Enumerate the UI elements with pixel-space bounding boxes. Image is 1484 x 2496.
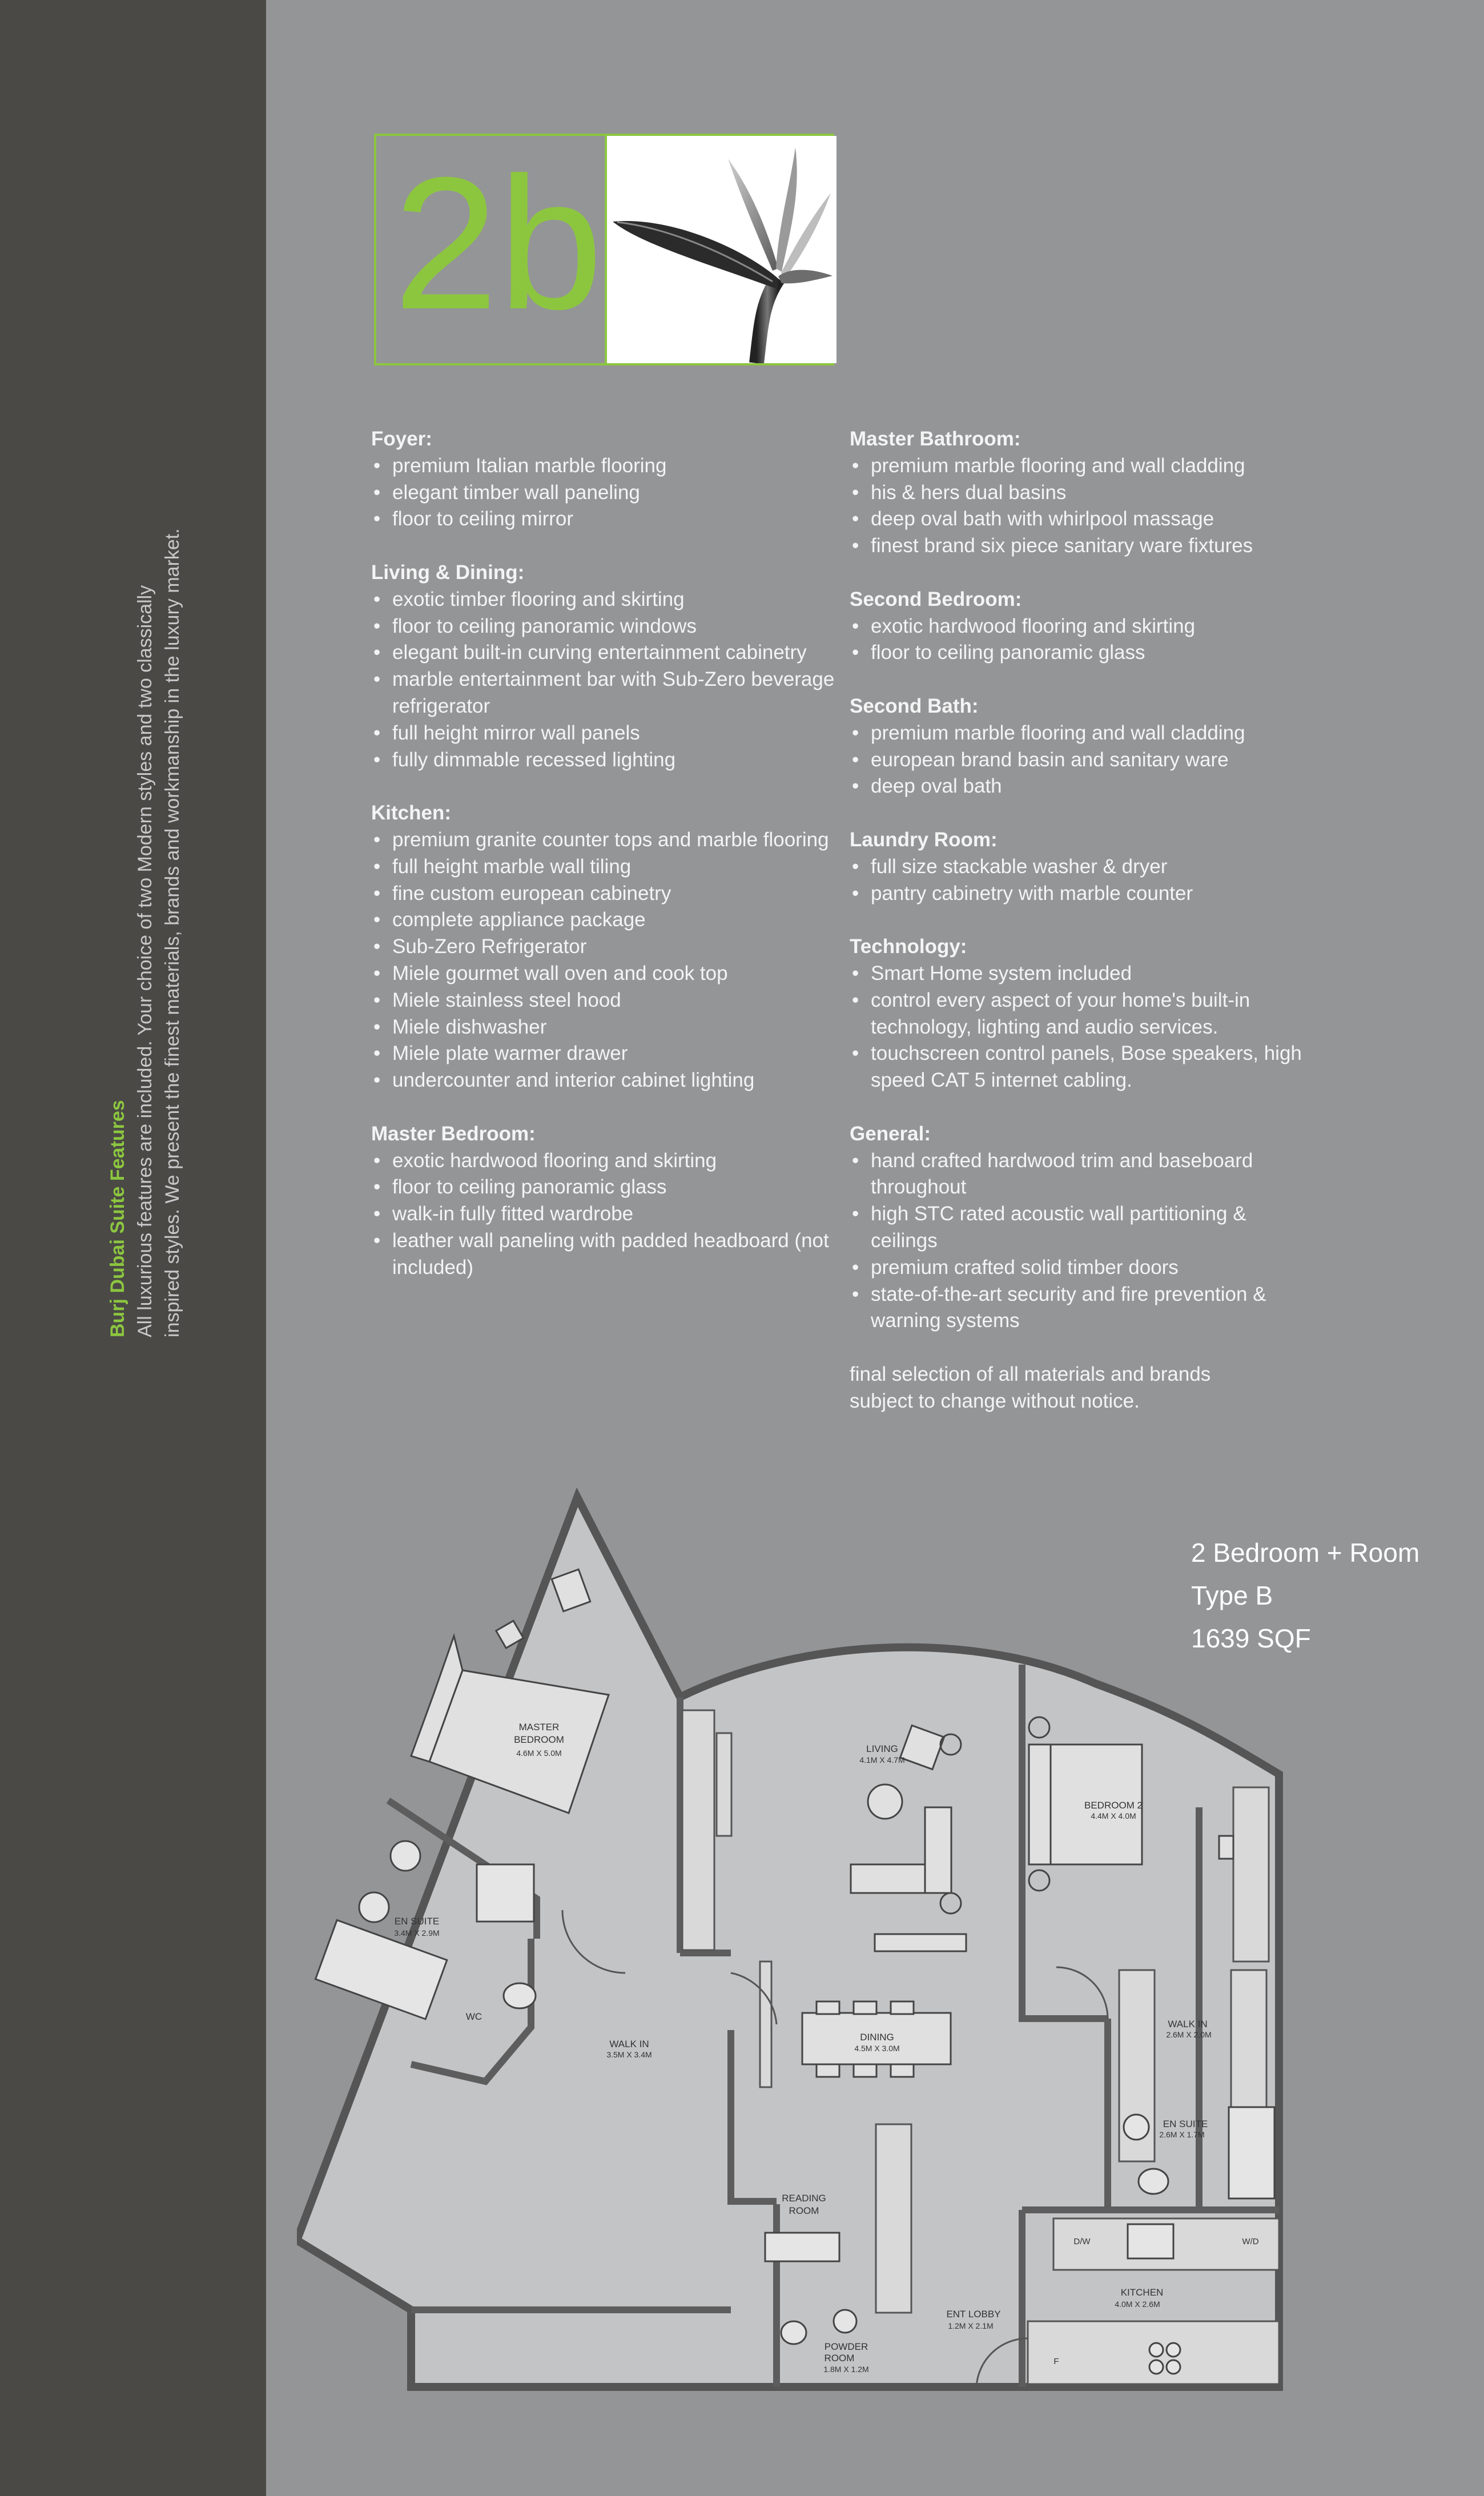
ent-lobby-label: ENT LOBBY <box>946 2309 1001 2320</box>
feature-section <box>371 426 839 533</box>
en-suite-2-dim: 2.6M X 1.7M <box>1159 2130 1205 2139</box>
feature-item: • Miele stainless steel hood <box>371 987 839 1014</box>
washer-dryer-label: W/D <box>1242 2237 1259 2246</box>
sofa <box>851 1864 936 1893</box>
suite-code: 2b <box>393 138 604 348</box>
feature-section-title: Master Bedroom: <box>371 1122 536 1145</box>
walk-in-2-dim: 2.6M X 2.0M <box>1166 2030 1212 2039</box>
feature-item: • his & hers dual basins <box>850 480 1318 507</box>
sidebar-features-text <box>104 367 241 1337</box>
feature-item: • fully dimmable recessed lighting <box>371 747 839 774</box>
feature-section-title: Second Bath: <box>850 694 979 717</box>
living-label: LIVING <box>866 1743 898 1754</box>
reading-room-label-2: ROOM <box>789 2205 819 2216</box>
walk-in-master-dim: 3.5M X 3.4M <box>606 2050 652 2059</box>
kitchen-dim: 4.0M X 2.6M <box>1115 2300 1160 2309</box>
feature-item: • hand crafted hardwood trim and baseboard throughout <box>850 1148 1318 1201</box>
feature-section <box>850 827 1318 907</box>
ent-lobby-dim: 1.2M X 2.1M <box>948 2321 994 2330</box>
powder-room-label-1: POWDER <box>824 2341 868 2352</box>
feature-item: • exotic hardwood flooring and skirting <box>371 1148 839 1175</box>
feature-item: • exotic timber flooring and skirting <box>371 586 839 613</box>
feature-item: • premium crafted solid timber doors <box>850 1255 1318 1281</box>
feature-section-title: Laundry Room: <box>850 828 998 851</box>
feature-item: • Sub-Zero Refrigerator <box>371 934 839 960</box>
feature-item: • premium marble flooring and wall cladding <box>850 720 1318 747</box>
en-suite-master-dim: 3.4M X 2.9M <box>394 1928 440 1938</box>
en-suite-2-label: EN SUITE <box>1163 2119 1208 2129</box>
feature-section <box>850 693 1318 800</box>
feature-section-title: Foyer: <box>371 428 432 450</box>
feature-section-title: Living & Dining: <box>371 561 525 584</box>
floor-plan <box>297 1488 1290 2407</box>
feature-item: • complete appliance package <box>371 907 839 934</box>
walk-in-2-label: WALK IN <box>1168 2019 1208 2029</box>
feature-item: • finest brand six piece sanitary ware fixtures <box>850 533 1318 560</box>
feature-item: • fine custom european cabinetry <box>371 881 839 907</box>
suite-logo <box>374 134 834 365</box>
feature-item: • high STC rated acoustic wall partitioning & ceilings <box>850 1201 1318 1255</box>
feature-item: • full height mirror wall panels <box>371 720 839 747</box>
feature-section-title: Kitchen: <box>371 802 451 825</box>
feature-section <box>850 426 1318 560</box>
powder-room-dim: 1.8M X 1.2M <box>823 2365 869 2374</box>
feature-item: • undercounter and interior cabinet lighting <box>371 1067 839 1094</box>
feature-item: • european brand basin and sanitary ware <box>850 747 1318 774</box>
feature-item: • full size stackable washer & dryer <box>850 854 1318 881</box>
feature-item: • leather wall paneling with padded headboard (not included) <box>371 1228 839 1281</box>
feature-section-title: Technology: <box>850 935 967 958</box>
reading-room-label-1: READING <box>782 2193 826 2204</box>
en-suite-master-label: EN SUITE <box>394 1916 440 1927</box>
master-bedroom-label-1: MASTER <box>518 1722 560 1733</box>
feature-item: • Miele dishwasher <box>371 1014 839 1041</box>
dining-dim: 4.5M X 3.0M <box>854 2044 900 2053</box>
feature-item: • elegant timber wall paneling <box>371 480 839 507</box>
dining-label: DINING <box>860 2032 894 2043</box>
bedroom-2-label: BEDROOM 2 <box>1084 1800 1143 1811</box>
living-cabinet <box>682 1710 714 1950</box>
feature-section-title: Second Bedroom: <box>850 588 1022 610</box>
powder-room-label-2: ROOM <box>824 2353 855 2364</box>
feature-item: • pantry cabinetry with marble counter <box>850 881 1318 907</box>
feature-item: • touchscreen control panels, Bose speakers, high speed CAT 5 internet cabling. <box>850 1040 1318 1094</box>
dishwasher-label: D/W <box>1073 2237 1091 2246</box>
master-bedroom-dim: 4.6M X 5.0M <box>516 1749 562 1758</box>
feature-item: • premium granite counter tops and marble flooring <box>371 827 839 854</box>
bedroom-2-dim: 4.4M X 4.0M <box>1091 1811 1136 1820</box>
unit-bedrooms: 2 Bedroom + Room <box>1191 1538 1420 1567</box>
feature-item: • deep oval bath <box>850 773 1318 800</box>
feature-item: • floor to ceiling panoramic glass <box>371 1174 839 1201</box>
feature-section-title: General: <box>850 1122 931 1145</box>
feature-section <box>371 1121 839 1281</box>
wc-label: WC <box>465 2011 482 2022</box>
walk-in-master-label: WALK IN <box>609 2039 649 2049</box>
feature-item: • marble entertainment bar with Sub-Zero beverage refrigerator <box>371 666 839 720</box>
feature-item: • Miele plate warmer drawer <box>371 1040 839 1067</box>
unit-area: 1639 SQF <box>1191 1623 1311 1653</box>
sidebar-title: Burj Dubai Suite Features <box>107 1100 128 1337</box>
feature-section <box>371 800 839 1094</box>
sidebar-line-2: inspired styles. We present the finest materials, brands and workmanship in the luxury market. <box>162 528 183 1337</box>
feature-item: • walk-in fully fitted wardrobe <box>371 1201 839 1228</box>
sidebar <box>0 0 266 2496</box>
fridge-label: F <box>1053 2357 1059 2366</box>
bird-of-paradise-flower-image <box>605 136 836 363</box>
disclaimer: final selection of all materials and brands subject to change without notice. <box>850 1362 1211 1412</box>
feature-item: • floor to ceiling mirror <box>371 506 839 533</box>
feature-item: • state-of-the-art security and fire prevention & warning systems <box>850 1281 1318 1335</box>
feature-item: • premium marble flooring and wall cladding <box>850 453 1318 480</box>
bathtub-2 <box>1229 2107 1274 2198</box>
unit-type: Type B <box>1191 1581 1273 1610</box>
feature-item: • elegant built-in curving entertainment cabinetry <box>371 640 839 666</box>
feature-section <box>850 1121 1318 1335</box>
feature-item: • Smart Home system included <box>850 960 1318 987</box>
feature-item: • exotic hardwood flooring and skirting <box>850 613 1318 640</box>
living-dim: 4.1M X 4.7M <box>859 1755 905 1765</box>
feature-item: • deep oval bath with whirlpool massage <box>850 506 1318 533</box>
feature-item: • control every aspect of your home's built-in technology, lighting and audio services. <box>850 987 1318 1041</box>
feature-section <box>850 586 1318 666</box>
feature-section-title: Master Bathroom: <box>850 428 1021 450</box>
master-bedroom-label-2: BEDROOM <box>514 1734 564 1745</box>
feature-section <box>850 934 1318 1094</box>
feature-item: • floor to ceiling panoramic windows <box>371 613 839 640</box>
kitchen-label: KITCHEN <box>1120 2287 1164 2298</box>
feature-item: • Miele gourmet wall oven and cook top <box>371 960 839 987</box>
feature-item: • premium Italian marble flooring <box>371 453 839 480</box>
sidebar-line-1: All luxurious features are included. Your choice of two Modern styles and two classically <box>134 585 156 1337</box>
features-right-column <box>850 426 1318 1414</box>
feature-item: • full height marble wall tiling <box>371 854 839 881</box>
feature-section <box>371 560 839 773</box>
feature-item: • floor to ceiling panoramic glass <box>850 640 1318 666</box>
features-left-column <box>371 426 839 1308</box>
